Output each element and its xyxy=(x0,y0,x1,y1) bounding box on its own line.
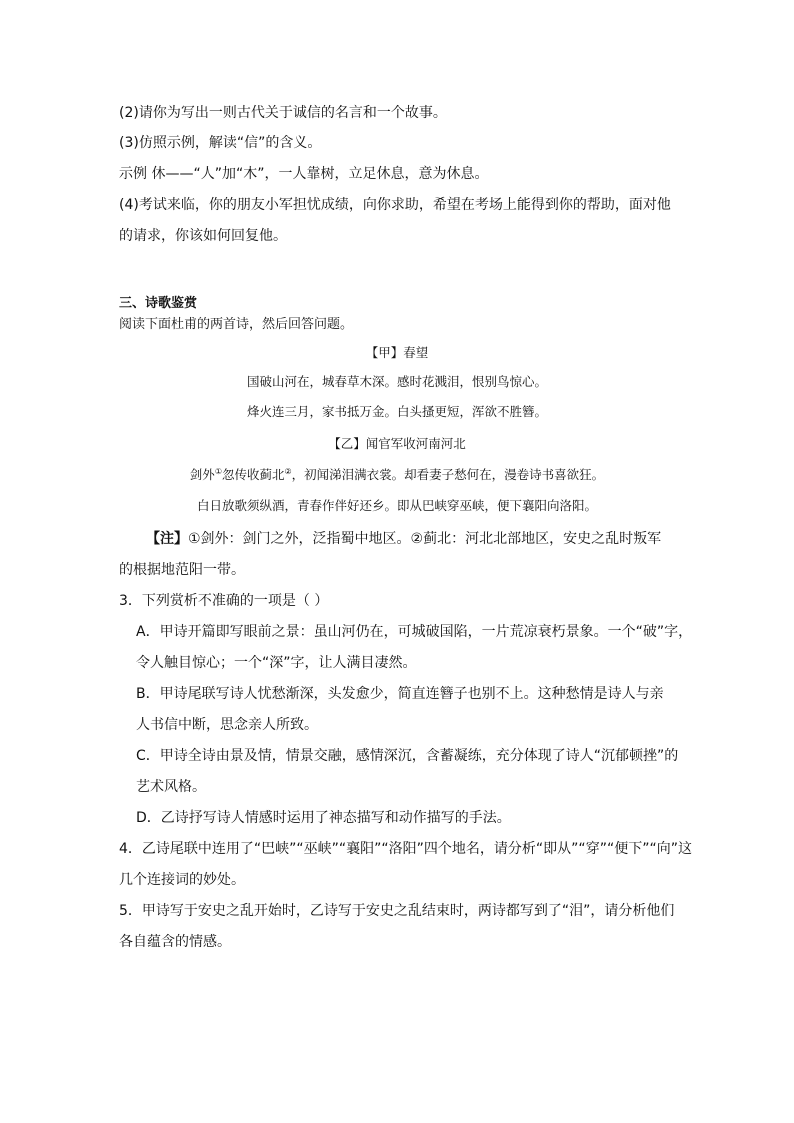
question-4-line-2: 的请求，你该如何回复他。 xyxy=(119,228,287,244)
option-a-line-2: 令人触目惊心；一个“深”字，让人满目凄然。 xyxy=(136,655,417,671)
footnote-marker-2: ② xyxy=(284,466,292,476)
example-line: 示例 休——“人”加“木”，一人靠树，立足休息，意为休息。 xyxy=(119,166,489,182)
poem-b-line-1-part-a: 剑外 xyxy=(189,467,215,482)
footnote-marker-1: ① xyxy=(214,466,222,476)
option-b-line-2: 人书信中断，思念亲人所致。 xyxy=(136,717,318,733)
question-4-analysis-line-1: 4．乙诗尾联中连用了“巴峡”“巫峡”“襄阳”“洛阳”四个地名，请分析“即从”“穿”“便下”“向”这 xyxy=(119,841,692,857)
question-3: (3)仿照示例，解读“信”的含义。 xyxy=(119,135,322,151)
option-c-line-2: 艺术风格。 xyxy=(136,779,206,795)
question-5-line-1: 5．甲诗写于安史之乱开始时，乙诗写于安史之乱结束时，两诗都写到了“泪”，请分析他们 xyxy=(119,903,675,919)
poem-b-title: 【乙】闻官军收河南河北 xyxy=(328,436,466,451)
note-label: 【注】 xyxy=(146,531,188,547)
note-line-2: 的根据地范阳一带。 xyxy=(119,562,245,578)
section-title: 三、诗歌鉴赏 xyxy=(119,296,198,311)
poem-b-line-2: 白日放歌须纵酒，青春作伴好还乡。即从巴峡穿巫峡，便下襄阳向洛阳。 xyxy=(196,498,597,513)
question-4-analysis-line-2: 几个连接词的妙处。 xyxy=(119,872,245,888)
section-intro: 阅读下面杜甫的两首诗，然后回答问题。 xyxy=(119,317,354,332)
option-b-line-1: B．甲诗尾联写诗人忧愁渐深，头发愈少，简直连簪子也别不上。这种愁情是诗人与亲 xyxy=(136,686,664,702)
note-line-1 xyxy=(146,529,661,549)
poem-a-line-1: 国破山河在，城春草木深。感时花溅泪，恨别鸟惊心。 xyxy=(246,374,547,389)
question-2: (2)请你为写出一则古代关于诚信的名言和一个故事。 xyxy=(119,105,447,121)
note-text: ①剑外：剑门之外，泛指蜀中地区。②蓟北：河北北部地区，安史之乱时叛军 xyxy=(188,531,662,547)
poem-b-line-1 xyxy=(119,465,675,485)
question-3-stem: 3．下列赏析不准确的一项是（ ） xyxy=(119,593,329,609)
poem-b-line-1-part-c: ，初闻涕泪满衣裳。却看妻子愁何在，漫卷诗书喜欲狂。 xyxy=(291,467,605,482)
question-4-line-1: (4)考试来临，你的朋友小军担忧成绩，向你求助，希望在考场上能得到你的帮助，面对他 xyxy=(119,197,671,213)
poem-b-line-1-part-b: 忽传收蓟北 xyxy=(221,467,285,482)
option-d: D．乙诗抒写诗人情感时运用了神态描写和动作描写的手法。 xyxy=(136,810,511,826)
option-a-line-1: A．甲诗开篇即写眼前之景：虽山河仍在，可城破国陷，一片荒凉衰朽景象。一个“破”字， xyxy=(136,624,693,640)
poem-a-title: 【甲】春望 xyxy=(365,345,429,360)
option-c-line-1: C．甲诗全诗由景及情，情景交融，感情深沉，含蓄凝练，充分体现了诗人“沉郁顿挫”的 xyxy=(136,748,679,764)
question-5-line-2: 各自蕴含的情感。 xyxy=(119,934,231,950)
poem-a-line-2: 烽火连三月，家书抵万金。白头搔更短，浑欲不胜簪。 xyxy=(246,404,547,419)
